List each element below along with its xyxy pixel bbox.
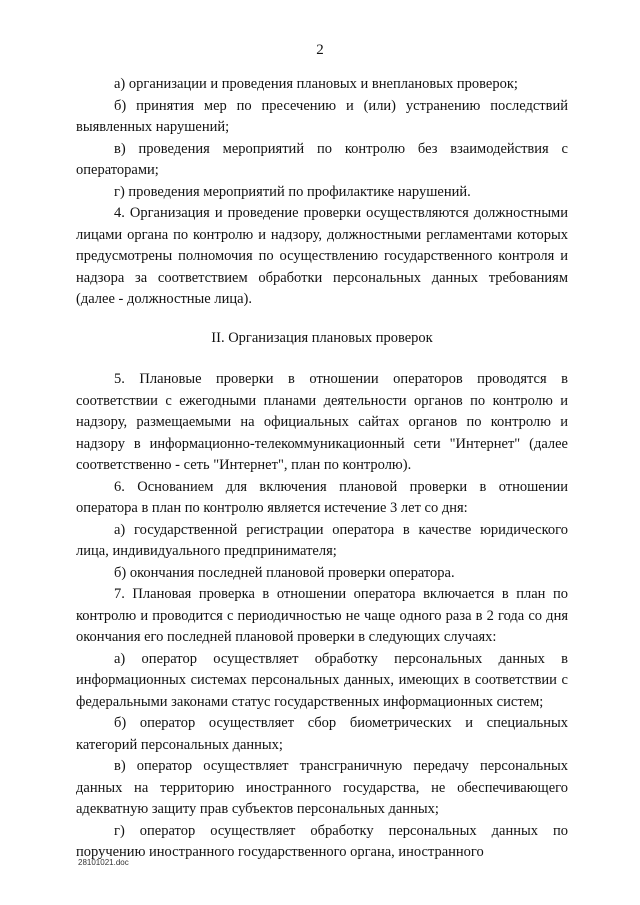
paragraph: 5. Плановые проверки в отношении операторов проводятся в соответствии с ежегодными планами деятельности органов по контролю и надзору, размещаемыми на официальных сайтах органов по контролю и надзору в информационно-телекоммуникационный сети "Интернет" (далее соответственно - сеть "Интернет", план по контролю). <box>76 371 568 473</box>
paragraph: 7. Плановая проверка в отношении оператора включается в план по контролю и проводится с периодичностью не чаще одного раза в 2 года со дня окончания его последней плановой проверки в следующих случаях: <box>76 586 568 645</box>
paragraph: г) проведения мероприятий по профилактике нарушений. <box>114 183 471 200</box>
footer-file-code: 28101021.doc <box>78 858 129 867</box>
section-heading: II. Организация плановых проверок <box>211 329 433 346</box>
paragraph: б) окончания последней плановой проверки оператора. <box>114 564 455 581</box>
paragraph: б) принятия мер по пресечению и (или) устранению последствий выявленных нарушений; <box>76 97 568 135</box>
paragraph: а) оператор осуществляет обработку персональных данных в информационных системах персональных данных, имеющих в соответствии с федеральными законами статус государственных информационных систем; <box>76 650 568 710</box>
paragraph: а) государственной регистрации оператора в качестве юридического лица, индивидуального предпринимателя; <box>76 521 568 559</box>
paragraph: 4. Организация и проведение проверки осуществляются должностными лицами органа по контролю и надзору, должностными регламентами которых предусмотрены полномочия по осуществлению государственного контроля и надзора за соответствием обработки персональных данных требованиям (далее - должностные лица). <box>76 205 568 307</box>
paragraph: а) организации и проведения плановых и внеплановых проверок; <box>114 76 518 92</box>
document-body <box>76 74 568 864</box>
paragraph: в) проведения мероприятий по контролю без взаимодействия с операторами; <box>76 140 568 178</box>
paragraph: в) оператор осуществляет трансграничную передачу персональных данных на территорию иностранного государства, не обеспечивающего адекватную защиту прав субъектов персональных данных; <box>76 758 568 817</box>
paragraph: б) оператор осуществляет сбор биометрических и специальных категорий персональных данных; <box>76 715 568 753</box>
paragraph: г) оператор осуществляет обработку персональных данных по поручению иностранного государственного органа, иностранного <box>76 822 568 860</box>
paragraph: 6. Основанием для включения плановой проверки в отношении оператора в план по контролю является истечение 3 лет со дня: <box>76 478 568 516</box>
page-number: 2 <box>316 42 324 58</box>
